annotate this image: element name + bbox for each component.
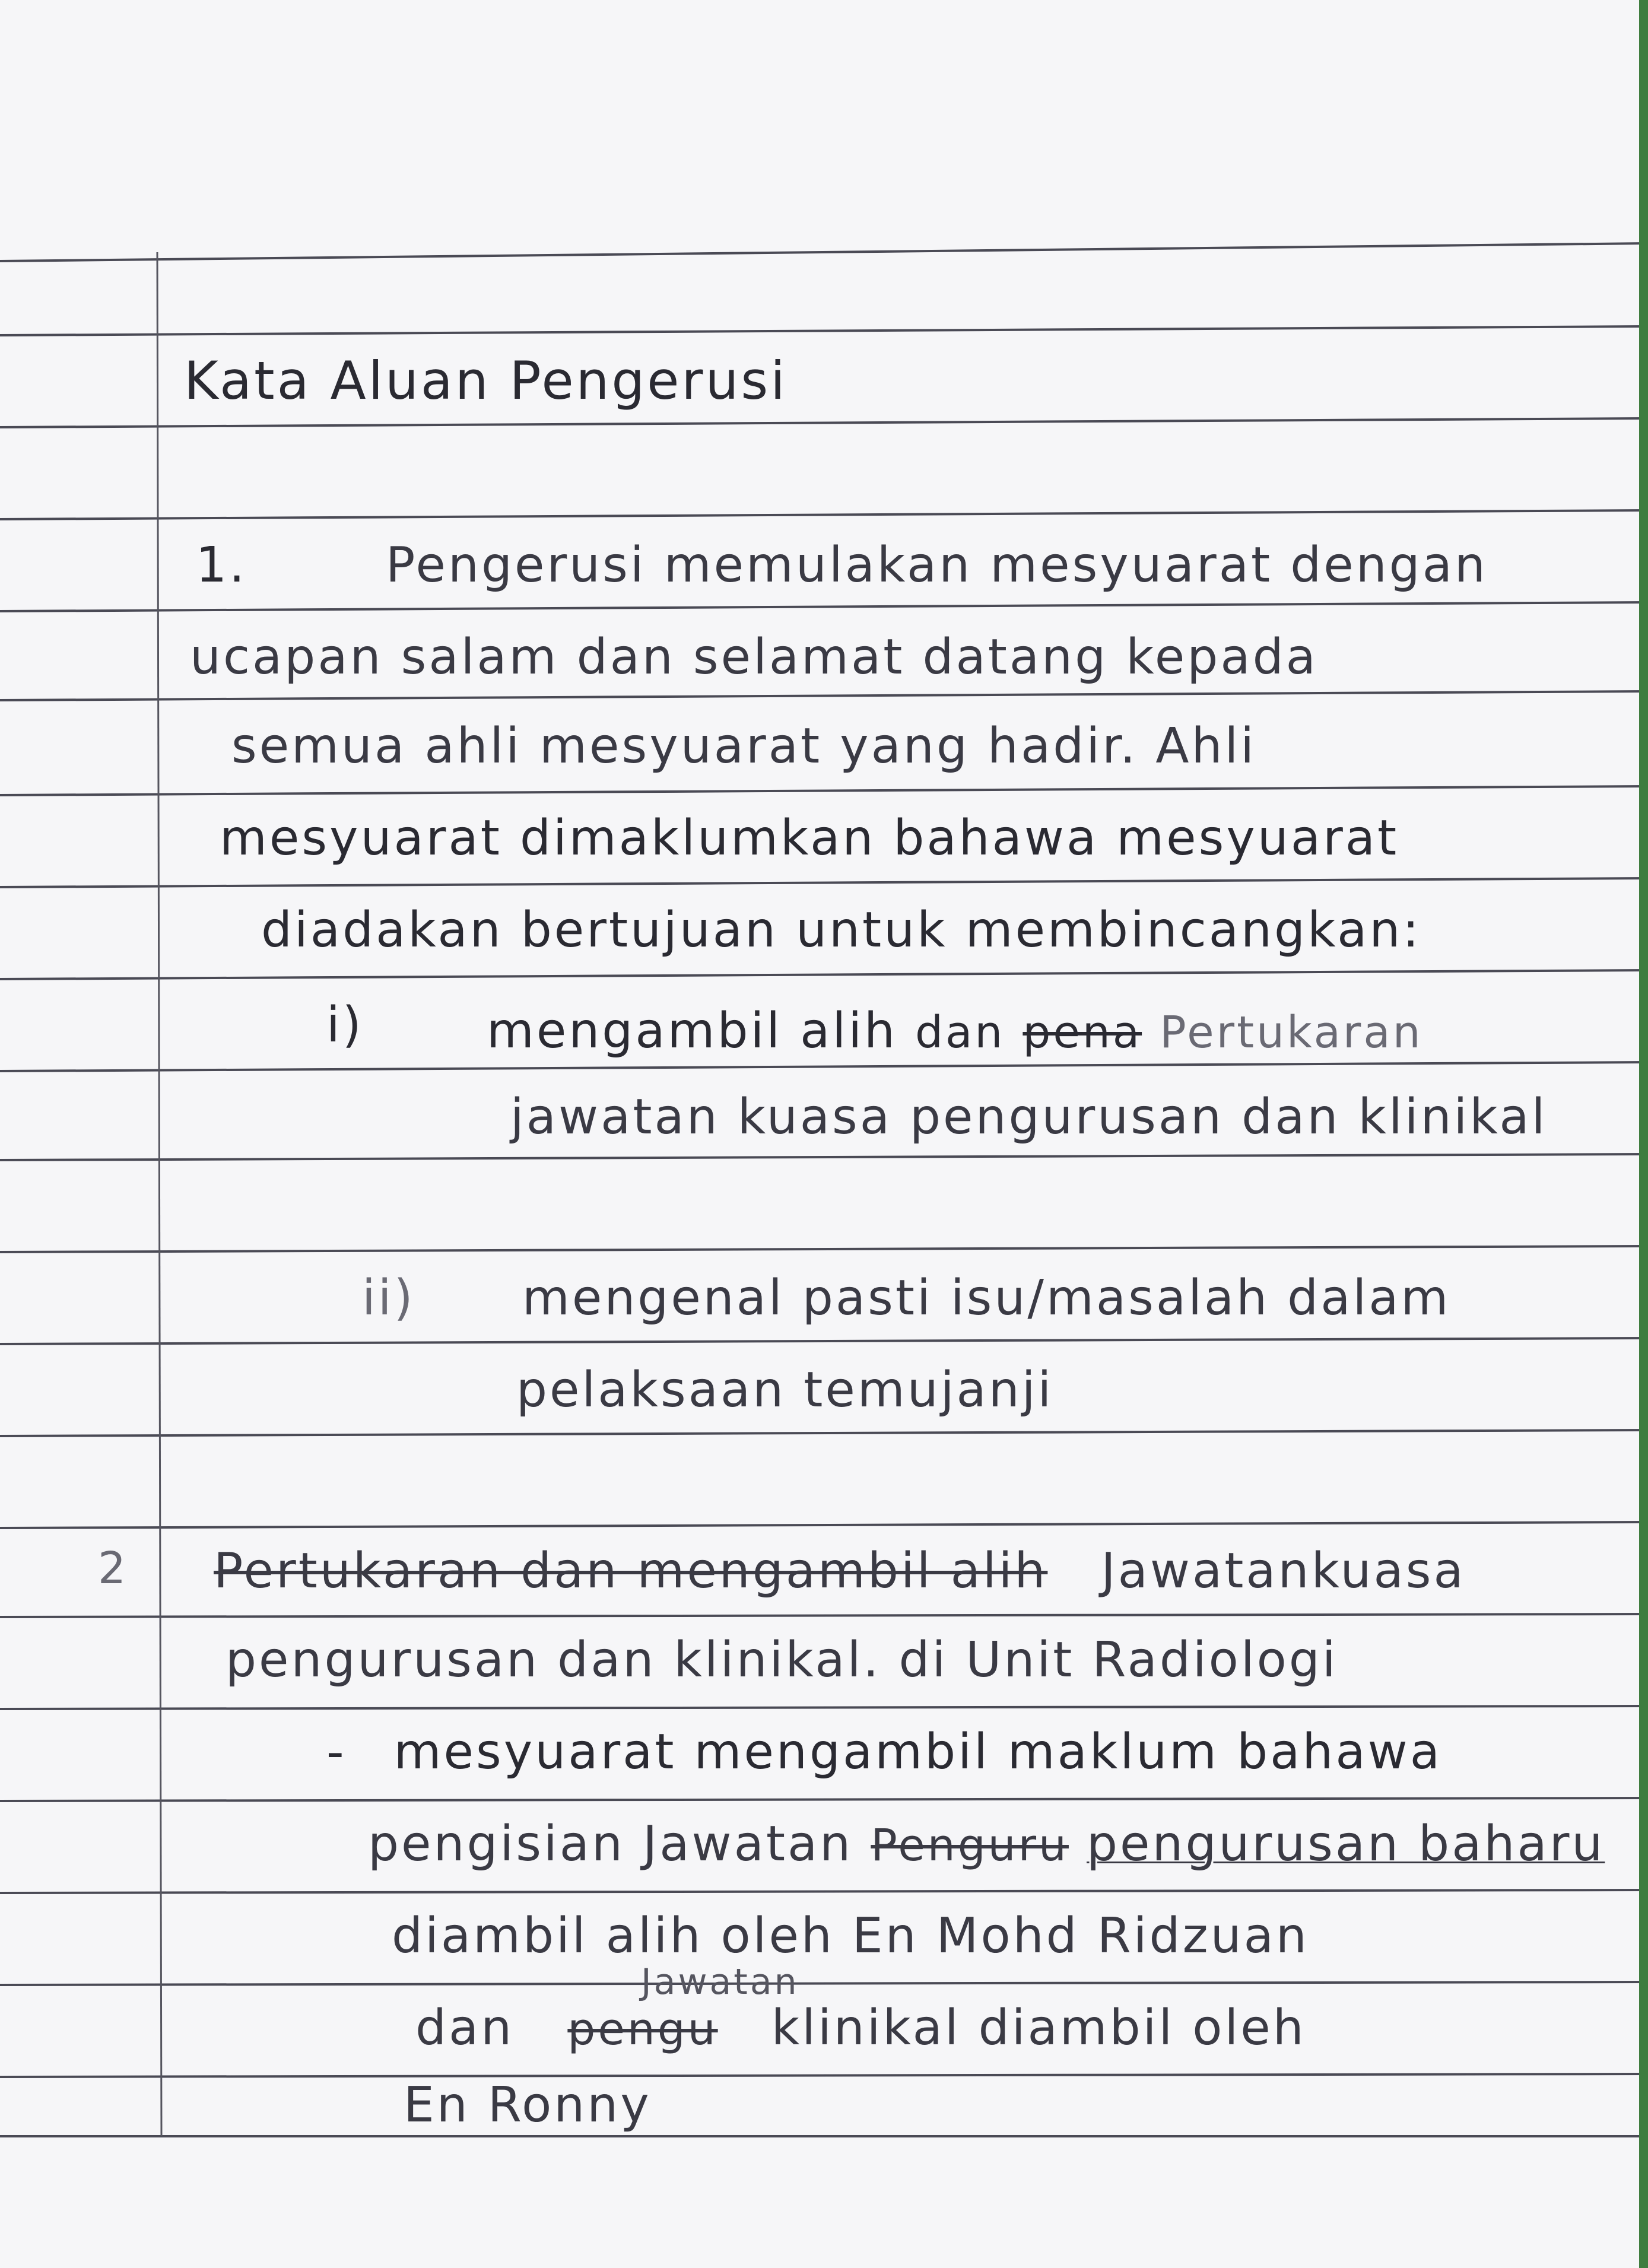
item-2-line-6-end: klinikal diambil oleh: [771, 2000, 1306, 2056]
item-2-line-4-struck: Penguru: [871, 1820, 1069, 1871]
item-2-struck-text: Pertukaran dan mengambil alih: [214, 1543, 1048, 1599]
item-2-line-3-text: mesyuarat mengambil maklum bahawa: [393, 1724, 1442, 1780]
item-2-inserted-word: Jawatan: [641, 1961, 799, 2003]
item-2-line-6-start: dan: [415, 2000, 515, 2056]
sub-item-1-line-2: jawatan kuasa pengurusan dan klinikal: [510, 1089, 1548, 1145]
section-heading: Kata Aluan Pengerusi: [184, 350, 788, 411]
sub-item-1-marker: i): [326, 997, 364, 1053]
item-1-number: 1.: [196, 537, 247, 593]
sub-item-1-struck-word: pena: [1023, 1007, 1142, 1058]
sub-item-2-marker: ii): [362, 1270, 415, 1326]
item-2-line-6-struck: pengu: [567, 2004, 718, 2055]
item-2-line-4-start: pengisian Jawatan: [368, 1816, 853, 1872]
item-2-line-4: [368, 1816, 1605, 1872]
item-1-line-1: Pengerusi memulakan mesyuarat dengan: [386, 537, 1488, 593]
item-2-title-line: [214, 1543, 1466, 1599]
sub-item-2-line-1: mengenal pasti isu/masalah dalam: [522, 1270, 1451, 1326]
sub-item-1-text: mengambil alih: [487, 1003, 897, 1059]
item-2-line-2: pengurusan dan klinikal. di Unit Radiologi: [226, 1632, 1338, 1688]
item-1-line-2: ucapan salam dan selamat datang kepada: [190, 629, 1318, 685]
item-2-line-7: En Ronny: [404, 2077, 652, 2133]
item-2-line-5: diambil alih oleh En Mohd Ridzuan: [392, 1908, 1309, 1964]
item-1-line-5: diadakan bertujuan untuk membincangkan:: [261, 902, 1421, 958]
item-2-number: 2: [98, 1543, 129, 1594]
item-1-line-3: semua ahli mesyuarat yang hadir. Ahli: [231, 718, 1257, 774]
item-2-line-6: [415, 2000, 1306, 2056]
item-2-line-4-end: pengurusan baharu: [1087, 1816, 1605, 1872]
sub-item-1-line-1: [487, 1003, 1423, 1059]
item-2-title-end: Jawatankuasa: [1101, 1543, 1466, 1599]
sub-item-2-line-2: pelaksaan temujanji: [516, 1362, 1054, 1418]
item-2-line-3: [326, 1724, 1442, 1780]
item-1-line-4: mesyuarat dimaklumkan bahawa mesyuarat: [220, 810, 1399, 866]
item-2-bullet: -: [326, 1724, 347, 1780]
sub-item-1-inserted-word: dan: [915, 1007, 1005, 1058]
sub-item-1-correction: Pertukaran: [1160, 1007, 1423, 1058]
